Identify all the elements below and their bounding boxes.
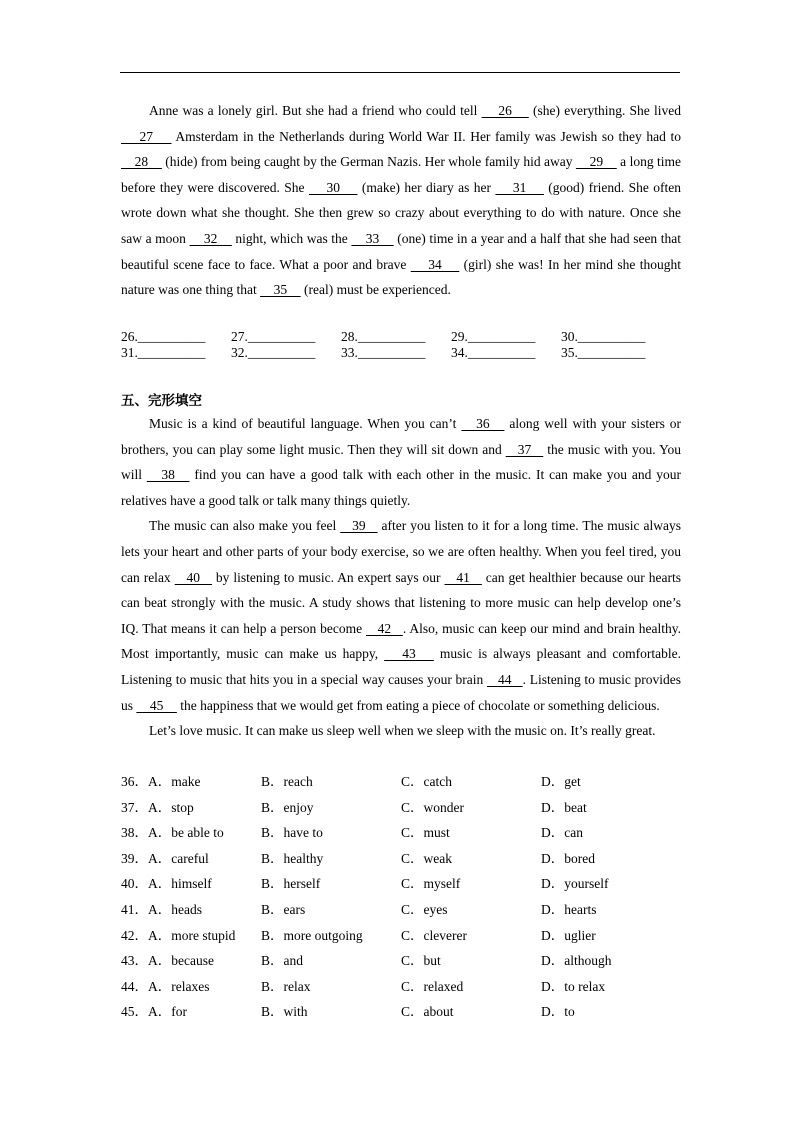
option-choice[interactable]: 38．A．be able to	[121, 825, 224, 841]
option-choice[interactable]: C．wonder	[401, 799, 464, 815]
answer-blank[interactable]: 33	[351, 230, 394, 246]
passage-text: (good) friend. She often wrote down what she thought. She then grew so crazy about everything to do with nature. Once she saw a moon	[121, 179, 682, 246]
answer-blank[interactable]: 39	[340, 518, 378, 534]
answer-line[interactable]: 33.__________	[341, 345, 426, 360]
passage-text: Anne was a lonely girl. But she had a friend who could tell	[149, 103, 482, 118]
top-rule	[120, 72, 680, 73]
passage-text: The music can also make you feel	[149, 518, 341, 534]
option-row	[121, 820, 681, 846]
passage-text: (make) her diary as her	[357, 179, 496, 195]
passage-text: (real) must be experienced.	[300, 282, 451, 298]
options-list	[121, 769, 681, 1025]
option-row	[121, 948, 681, 974]
option-choice[interactable]: 41．A．heads	[121, 901, 202, 917]
answer-blank[interactable]: 40	[174, 569, 212, 585]
answer-row	[121, 329, 681, 345]
answer-line[interactable]: 32.__________	[231, 345, 316, 360]
option-choice[interactable]: D．beat	[541, 799, 587, 815]
option-choice[interactable]: B．reach	[261, 774, 313, 789]
answer-blank[interactable]: 30	[308, 179, 358, 195]
answer-blank[interactable]: 44	[486, 671, 523, 687]
answer-line[interactable]: 30.__________	[561, 329, 646, 344]
option-choice[interactable]: D．can	[541, 825, 583, 841]
option-choice[interactable]: C．relaxed	[401, 978, 464, 994]
passage-text: after you listen to it for a long time. The music always lets your heart and other parts of your body exercise, so we are often healthy. When you feel tired, you can relax	[121, 518, 682, 585]
answer-line[interactable]: 27.__________	[231, 329, 316, 344]
passage-text: (she) everything. She lived	[528, 103, 681, 118]
option-choice[interactable]: C．myself	[401, 876, 461, 892]
passage-text: night, which was the	[231, 230, 352, 246]
answer-line[interactable]: 31.__________	[121, 345, 206, 360]
passage-text: the happiness that we would get from eating a piece of chocolate or something delicious.	[176, 697, 660, 713]
answer-blank[interactable]: 41	[444, 569, 482, 585]
option-choice[interactable]: D．uglier	[541, 927, 596, 943]
option-choice[interactable]: 45．A．for	[121, 1004, 187, 1020]
passage-text: the music with you. You will	[121, 441, 682, 483]
option-choice[interactable]: C．weak	[401, 850, 452, 866]
answer-line[interactable]: 35.__________	[561, 345, 646, 360]
answer-line[interactable]: 26.__________	[121, 329, 206, 344]
answer-blank[interactable]: 26	[481, 103, 529, 118]
answer-blank[interactable]: 28	[121, 154, 162, 170]
answer-blank[interactable]: 36	[461, 416, 505, 431]
option-choice[interactable]: 40．A．himself	[121, 876, 212, 892]
option-choice[interactable]: B．herself	[261, 876, 321, 892]
passage-text: a long time before they were discovered. She	[121, 154, 682, 195]
option-choice[interactable]: C．cleverer	[401, 927, 467, 943]
cloze-paragraph	[121, 411, 681, 513]
option-choice[interactable]: C．eyes	[401, 901, 448, 917]
option-choice[interactable]: C．must	[401, 825, 450, 841]
passage-text: (one) time in a year and a half that she had seen that beautiful scene face to face. What a poor and brave	[121, 230, 682, 272]
option-choice[interactable]: D．bored	[541, 850, 595, 866]
option-choice[interactable]: 37．A．stop	[121, 799, 194, 815]
passage-text: Music is a kind of beautiful language. When you can’t	[149, 416, 462, 431]
option-choice[interactable]: B．have to	[261, 825, 323, 841]
passage-text: by listening to music. An expert says our	[211, 569, 445, 585]
answer-blank[interactable]: 32	[189, 230, 232, 246]
section-heading: 五、完形填空	[121, 393, 202, 409]
passage-text: Amsterdam in the Netherlands during World War II. Her family was Jewish so they had to	[171, 128, 681, 144]
option-row	[121, 846, 681, 872]
answer-blank[interactable]: 38	[146, 467, 190, 483]
option-row	[121, 871, 681, 897]
option-row	[121, 769, 681, 795]
passage-text: music is always pleasant and comfortable. Listening to music that hits you in a special way causes your brain	[121, 646, 682, 687]
option-choice[interactable]: 44．A．relaxes	[121, 978, 210, 994]
passage-text: can get healthier because our hearts can beat strongly with the music. A study shows that listening to more music can help develop one’s IQ. That means it can help a person become	[121, 569, 681, 636]
option-choice[interactable]: D．hearts	[541, 901, 597, 917]
passage-text: along well with your sisters or brothers, you can play some light music. Then they will sit down and	[121, 416, 681, 457]
answer-line[interactable]: 34.__________	[451, 345, 536, 360]
passage-text: . Listening to music provides us	[121, 671, 682, 713]
grammar-fill-passage	[121, 98, 681, 303]
option-row	[121, 795, 681, 821]
option-choice[interactable]: B．ears	[261, 901, 306, 917]
passage-text: find you can have a good talk with each other in the music. It can make you and your relatives have a good talk or talk many things quietly.	[121, 467, 681, 508]
answer-line[interactable]: 28.__________	[341, 329, 426, 344]
answer-line[interactable]: 29.__________	[451, 329, 536, 344]
option-row	[121, 974, 681, 1000]
option-choice[interactable]: D．yourself	[541, 876, 609, 892]
option-choice[interactable]: 36．A．make	[121, 774, 201, 789]
answer-blank[interactable]: 27	[121, 128, 172, 144]
passage-text: Let’s love music. It can make us sleep well when we sleep with the music on. It’s really great.	[149, 723, 656, 739]
option-choice[interactable]: B．and	[261, 953, 303, 969]
answer-row	[121, 345, 681, 361]
passage-text: (hide) from being caught by the German Nazis. Her whole family hid away	[161, 154, 576, 170]
option-choice[interactable]: B．more outgoing	[261, 927, 363, 943]
option-choice[interactable]: 42．A．more stupid	[121, 927, 236, 943]
option-choice[interactable]: D．get	[541, 774, 581, 789]
option-choice[interactable]: D．although	[541, 953, 612, 969]
passage-text: (girl) she was! In her mind she thought nature was one thing that	[121, 256, 681, 298]
option-choice[interactable]: 39．A．careful	[121, 850, 209, 866]
option-row	[121, 897, 681, 923]
passage-text: . Also, music can keep our mind and brain healthy. Most importantly, music can make us happy,	[121, 620, 682, 662]
passage-paragraph	[121, 98, 681, 303]
answer-lines	[121, 329, 681, 361]
answer-blank[interactable]: 34	[410, 256, 460, 272]
cloze-passage	[121, 411, 681, 744]
option-choice[interactable]: C．catch	[401, 774, 452, 789]
cloze-paragraph	[121, 513, 681, 718]
cloze-paragraph	[121, 718, 681, 744]
option-choice[interactable]: B．enjoy	[261, 799, 314, 815]
option-choice[interactable]: C．but	[401, 953, 441, 969]
option-choice[interactable]: D．to relax	[541, 978, 606, 994]
option-choice[interactable]: C．about	[401, 1004, 454, 1020]
answer-blank[interactable]: 29	[575, 154, 617, 170]
answer-blank[interactable]: 42	[366, 620, 403, 636]
answer-blank[interactable]: 31	[495, 179, 544, 195]
option-choice[interactable]: B．relax	[261, 978, 311, 994]
option-choice[interactable]: B．with	[261, 1004, 308, 1020]
answer-blank[interactable]: 45	[136, 697, 177, 713]
option-row	[121, 923, 681, 949]
answer-blank[interactable]: 37	[505, 441, 544, 457]
option-choice[interactable]: 43．A．because	[121, 953, 214, 969]
option-choice[interactable]: B．healthy	[261, 850, 324, 866]
option-choice[interactable]: D．to	[541, 1004, 575, 1020]
answer-blank[interactable]: 43	[384, 646, 434, 662]
option-row	[121, 999, 681, 1025]
answer-blank[interactable]: 35	[260, 282, 301, 298]
